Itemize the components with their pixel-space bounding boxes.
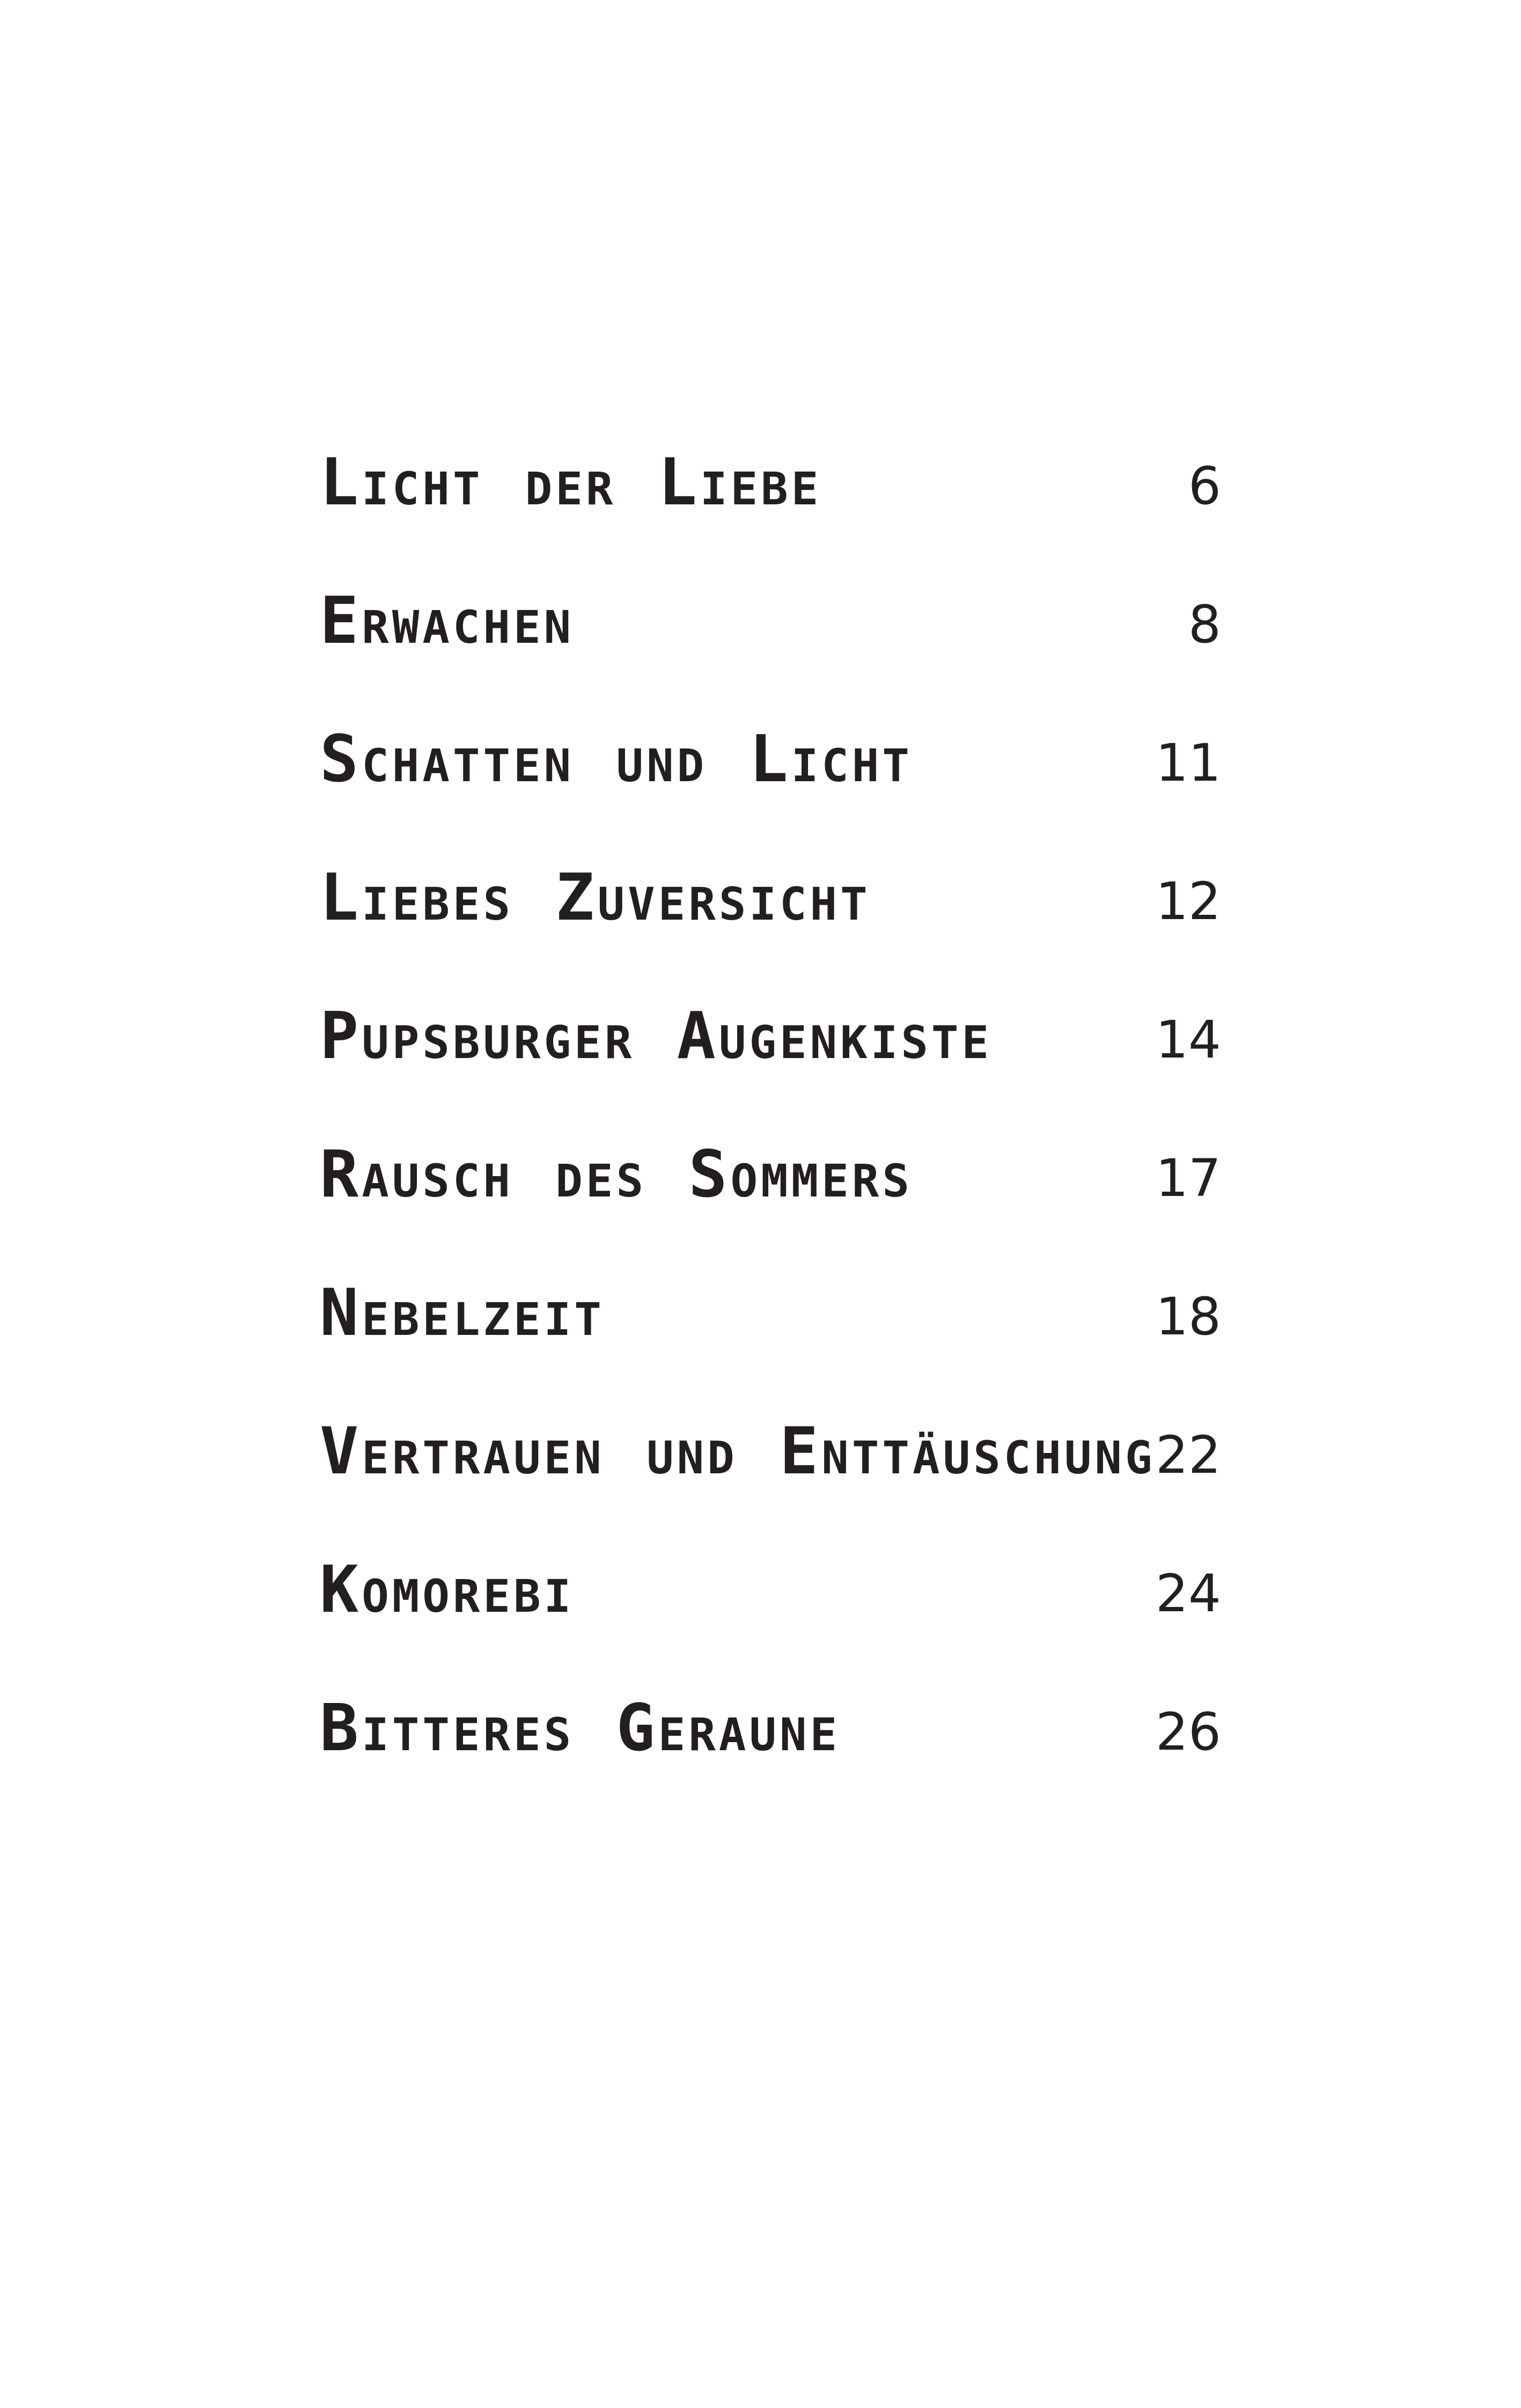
toc-entry-page-number: 14	[1155, 1010, 1221, 1070]
table-of-contents	[320, 440, 1221, 1824]
toc-entry-title: Bitteres Geraune	[320, 1691, 841, 1766]
toc-entry	[320, 717, 1221, 855]
toc-entry-page-number: 22	[1155, 1425, 1221, 1485]
toc-entry-title: Erwachen	[320, 584, 575, 658]
toc-entry-page-number: 24	[1155, 1563, 1221, 1624]
toc-entry-title: Pupsburger Augenkiste	[320, 999, 993, 1074]
toc-entry-title: Schatten und Licht	[320, 722, 913, 797]
toc-entry	[320, 1409, 1221, 1547]
toc-entry-title: Licht der Liebe	[320, 445, 822, 520]
toc-entry	[320, 994, 1221, 1132]
toc-entry-title: Vertrauen und Enttäuschung	[320, 1414, 1156, 1489]
toc-entry	[320, 1686, 1221, 1824]
toc-entry	[320, 1547, 1221, 1686]
toc-entry-title: Nebelzeit	[320, 1276, 605, 1350]
toc-entry-title: Komorebi	[320, 1553, 575, 1627]
toc-entry-title: Liebes Zuversicht	[320, 861, 871, 935]
toc-entry	[320, 1132, 1221, 1271]
toc-entry	[320, 578, 1221, 717]
toc-entry-page-number: 6	[1188, 456, 1221, 516]
toc-entry	[320, 1271, 1221, 1409]
toc-entry-page-number: 18	[1155, 1287, 1221, 1347]
toc-entry-page-number: 8	[1188, 594, 1221, 655]
toc-entry-page-number: 26	[1155, 1702, 1221, 1762]
toc-entry-page-number: 12	[1155, 871, 1221, 931]
toc-entry	[320, 440, 1221, 578]
toc-entry	[320, 855, 1221, 994]
toc-entry-page-number: 17	[1155, 1148, 1221, 1208]
toc-entry-title: Rausch des Sommers	[320, 1137, 913, 1212]
toc-entry-page-number: 11	[1155, 733, 1221, 793]
